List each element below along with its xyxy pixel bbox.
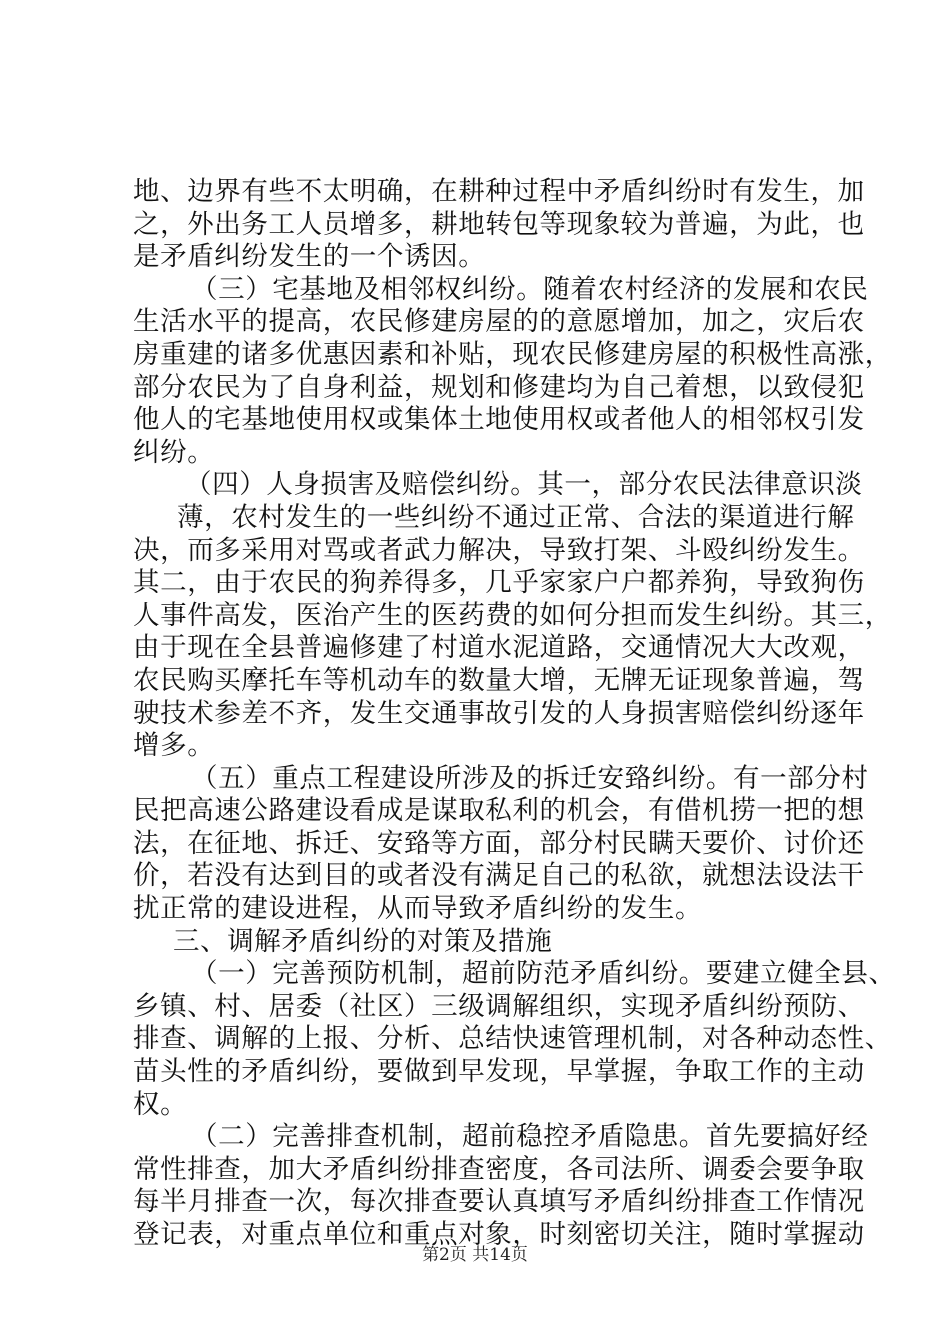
text-line: 苗头性的矛盾纠纷，要做到早发现，早掌握，争取工作的主动 — [133, 1056, 865, 1088]
text-line: 房重建的诸多优惠因素和补贴，现农民修建房屋的积极性高涨， — [133, 338, 892, 370]
text-line: 其二，由于农民的狗养得多，几乎家家户户都养狗，导致狗伤 — [133, 567, 865, 599]
text-line: 排查、调解的上报、分析、总结快速管理机制，对各种动态性、 — [133, 1023, 892, 1055]
text-line: 之，外出务工人员增多，耕地转包等现象较为普遍，为此，也 — [133, 208, 865, 240]
page-number-footer: 第2页 共14页 — [422, 1245, 528, 1265]
chapter-heading-three: 三、调解矛盾纠纷的对策及措施 — [173, 925, 553, 957]
section-heading-one: （一）完善预防机制，超前防范矛盾纠纷。要建立健全县、 — [191, 958, 896, 990]
text-line: 增多。 — [133, 730, 215, 762]
text-line: 决，而多采用对骂或者武力解决，导致打架、斗殴纠纷发生。 — [133, 534, 865, 566]
text-line: 登记表，对重点单位和重点对象，时刻密切关注，随时掌握动 — [133, 1219, 865, 1250]
text-line: 法，在征地、拆迁、安臵等方面，部分村民瞒天要价、讨价还 — [133, 827, 865, 859]
text-line: 是矛盾纠纷发生的一个诱因。 — [133, 241, 486, 273]
body-text — [133, 176, 896, 1252]
text-line: 权。 — [133, 1088, 188, 1120]
text-line: 价，若没有达到目的或者没有满足自己的私欲，就想法设法干 — [133, 860, 865, 892]
text-line: 常性排查，加大矛盾纠纷排查密度，各司法所、调委会要争取 — [133, 1153, 865, 1185]
text-line: 每半月排查一次，每次排查要认真填写矛盾纠纷排查工作情况 — [133, 1186, 865, 1218]
text-line: 部分农民为了自身利益，规划和修建均为自己着想，以致侵犯 — [133, 371, 865, 403]
text-line: 人事件高发，医治产生的医药费的如何分担而发生纠纷。其三， — [133, 599, 892, 631]
text-line: 生活水平的提高，农民修建房屋的的意愿增加，加之，灾后农 — [133, 306, 865, 338]
text-line: 他人的宅基地使用权或集体土地使用权或者他人的相邻权引发 — [133, 404, 865, 436]
section-heading-three: （三）宅基地及相邻权纠纷。随着农村经济的发展和农民 — [191, 273, 869, 305]
section-heading-four: （四）人身损害及赔偿纠纷。其一，部分农民法律意识淡 — [185, 469, 863, 501]
text-line: 由于现在全县普遍修建了村道水泥道路，交通情况大大改观， — [133, 632, 865, 664]
text-line: 驶技术参差不齐，发生交通事故引发的人身损害赔偿纠纷逐年 — [133, 697, 865, 729]
text-line: 地、边界有些不太明确，在耕种过程中矛盾纠纷时有发生，加 — [133, 176, 865, 207]
text-line: 扰正常的建设进程，从而导致矛盾纠纷的发生。 — [133, 893, 703, 925]
text-line: 薄，农村发生的一些纠纷不通过正常、合法的渠道进行解 — [177, 501, 855, 533]
text-line: 乡镇、村、居委（社区）三级调解组织，实现矛盾纠纷预防、 — [133, 990, 865, 1022]
text-line: 纠纷。 — [133, 436, 215, 468]
section-heading-five: （五）重点工程建设所涉及的拆迁安臵纠纷。有一部分村 — [191, 762, 869, 794]
text-line: 民把高速公路建设看成是谋取私利的机会，有借机捞一把的想 — [133, 795, 865, 827]
text-line: 农民购买摩托车等机动车的数量大增，无牌无证现象普遍，驾 — [133, 664, 865, 696]
section-heading-two: （二）完善排查机制，超前稳控矛盾隐患。首先要搞好经 — [191, 1121, 869, 1153]
